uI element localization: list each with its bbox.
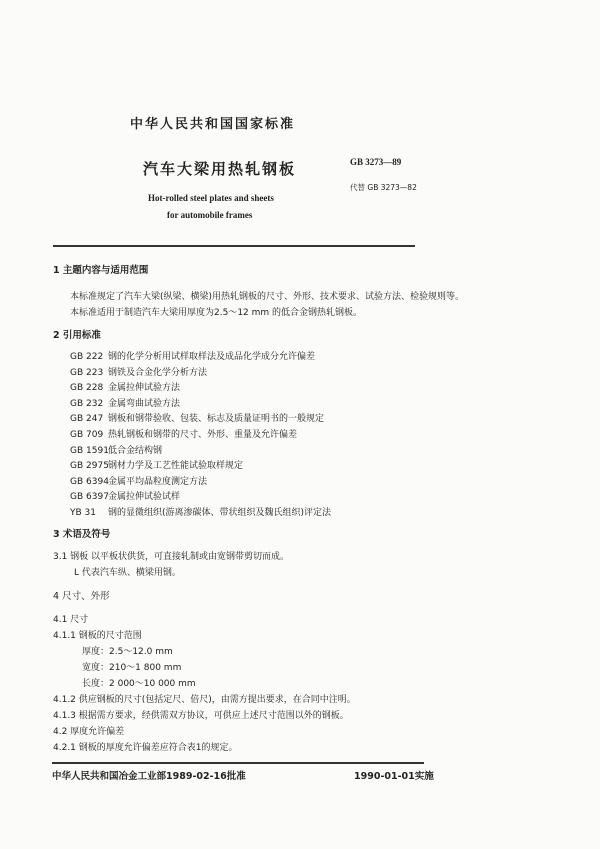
section-4-2: 4.2 厚度允许偏差 [53, 727, 125, 737]
reference-code: GB 6397 [70, 492, 109, 503]
header-divider [53, 245, 415, 247]
reference-title: 金属平均晶粒度测定方法 [108, 476, 208, 487]
reference-code: GB 228 [70, 383, 104, 394]
reference-item [70, 491, 180, 503]
section-4-1-3: 4.1.3 根据需方要求，经供需双方协议，可供应上述尺寸范围以外的钢板。 [53, 711, 349, 721]
national-standard-label: 中华人民共和国国家标准 [130, 117, 296, 132]
section-1-heading: 1 主题内容与适用范围 [53, 265, 149, 276]
reference-title: 钢的显微组织(游离渗碳体、带状组织及魏氏组织)评定法 [108, 508, 332, 518]
approval-date: 中华人民共和国冶金工业部1989-02-16批准 [52, 771, 246, 782]
document-title-en-1: Hot-rolled steel plates and sheets [148, 193, 274, 203]
reference-code: GB 2975 [70, 461, 109, 472]
reference-title: 低合金结构钢 [108, 445, 163, 456]
footer-divider [52, 762, 424, 764]
document-title-en-2: for automobile frames [167, 210, 253, 220]
section-1-para-2: 本标准适用于制造汽车大梁用厚度为2.5～12 mm 的低合金钢热轧钢板。 [70, 308, 363, 318]
reference-item [70, 382, 180, 394]
replaces-label: 代替 GB 3273—82 [350, 183, 417, 192]
reference-code: GB 222 [70, 352, 104, 362]
reference-title: 钢的化学分析用试样取样法及成品化学成分允许偏差 [108, 352, 316, 362]
section-4-1: 4.1 尺寸 [53, 615, 89, 625]
reference-title: 钢铁及合金化学分析方法 [108, 367, 208, 378]
length-range: 长度：2 000～10 000 mm [82, 679, 196, 689]
reference-code: YB 31 [70, 508, 96, 518]
effective-date: 1990-01-01实施 [354, 771, 434, 782]
reference-title: 钢板和钢带验收、包装、标志及质量证明书的一般规定 [108, 414, 325, 425]
reference-title: 钢材力学及工艺性能试验取样规定 [108, 461, 244, 472]
section-3-symbol-l: L 代表汽车纵、横梁用钢。 [74, 568, 181, 578]
reference-item [70, 367, 207, 379]
reference-item [70, 429, 297, 441]
section-4-2-1: 4.2.1 钢板的厚度允许偏差应符合表1的规定。 [53, 743, 238, 753]
reference-code: GB 1591 [70, 445, 109, 456]
section-2-heading: 2 引用标准 [53, 330, 101, 341]
reference-item [70, 507, 331, 519]
reference-item [70, 445, 162, 457]
width-range: 宽度：210～1 800 mm [82, 663, 182, 673]
reference-item [70, 476, 207, 488]
reference-title: 热轧钢板和钢带的尺寸、外形、重量及允许偏差 [108, 430, 298, 440]
reference-item [70, 398, 180, 410]
section-1-para-1: 本标准规定了汽车大梁(纵梁、横梁)用热轧钢板的尺寸、外形、技术要求、试验方法、检验规则等。 [70, 292, 465, 302]
reference-title: 金属弯曲试验方法 [108, 398, 181, 409]
document-title-cn: 汽车大梁用热轧钢板 [143, 160, 297, 178]
section-4-1-2: 4.1.2 供应钢板的尺寸(包括定尺、倍尺)，由需方提出要求，在合同中注明。 [53, 695, 356, 705]
section-3-heading: 3 术语及符号 [53, 529, 111, 540]
section-4-1-1: 4.1.1 钢板的尺寸范围 [53, 631, 142, 641]
reference-code: GB 223 [70, 367, 104, 378]
reference-item [70, 351, 315, 363]
reference-code: GB 709 [70, 430, 104, 440]
reference-code: GB 247 [70, 414, 104, 425]
reference-title: 金属拉伸试验试样 [108, 492, 181, 503]
reference-title: 金属拉伸试验方法 [108, 383, 181, 394]
reference-code: GB 6394 [70, 476, 109, 487]
section-3-1: 3.1 钢板 以平板状供货，可直接轧制或由宽钢带剪切而成。 [53, 552, 290, 562]
reference-item [70, 413, 324, 425]
reference-code: GB 232 [70, 398, 104, 409]
thickness-range: 厚度：2.5～12.0 mm [82, 647, 173, 657]
reference-item [70, 460, 243, 472]
standard-number: GB 3273—89 [350, 157, 402, 167]
section-4-heading: 4 尺寸、外形 [53, 591, 110, 602]
